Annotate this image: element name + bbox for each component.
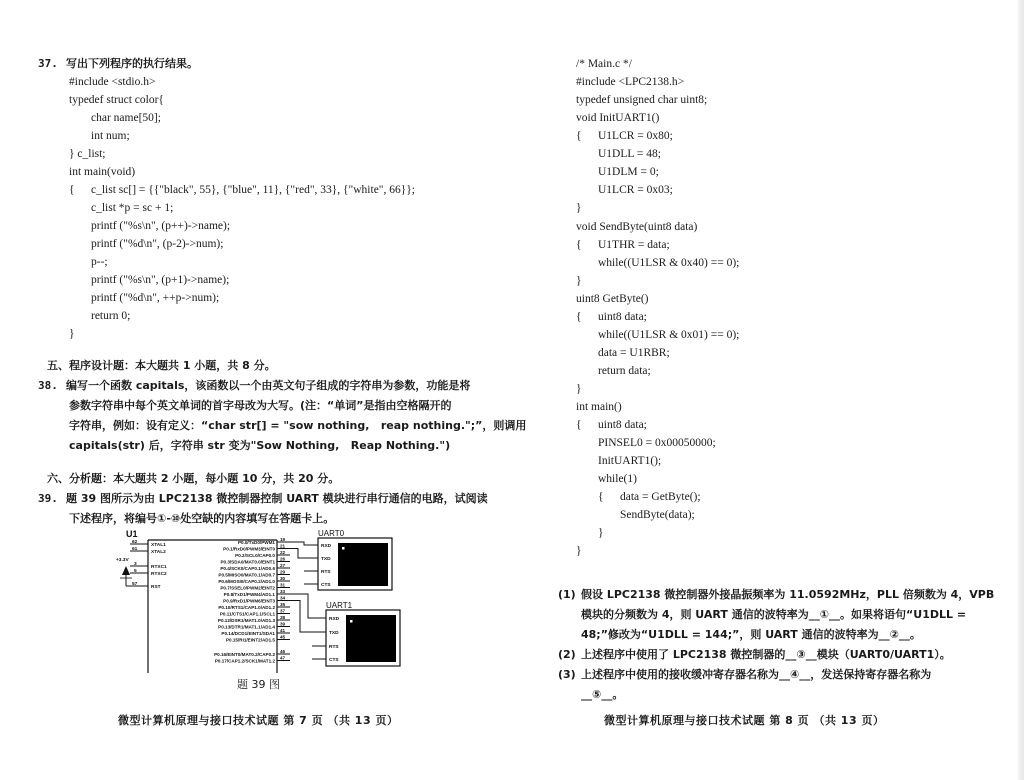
- code-line: uint8 GetByte(): [576, 293, 649, 305]
- code-line: {: [598, 491, 604, 503]
- code-line: }: [576, 202, 582, 214]
- subq-1-label: (1): [558, 588, 576, 601]
- q38-text: 参数字符串中每个英文单词的首字母改为大写。(注：“单词”是指由空格隔开的: [69, 399, 452, 412]
- subq-3-text: 上述程序中使用的接收缓冲寄存器名称为__④__，发送保持寄存器名称为: [581, 668, 932, 681]
- code-line: return 0;: [91, 310, 131, 322]
- svg-text:P0.12/DSR1/MAT1.0/AD1.3: P0.12/DSR1/MAT1.0/AD1.3: [217, 618, 275, 623]
- code-line: /* Main.c */: [576, 58, 632, 70]
- code-line: U1LCR = 0x80;: [598, 130, 673, 142]
- svg-text:21: 21: [280, 543, 286, 549]
- svg-text:5: 5: [134, 569, 137, 574]
- svg-text:39: 39: [280, 621, 286, 627]
- subq-1-text: 模块的分频数为 4，则 UART 通信的波特率为__①__。如果将语句“U1DLL =: [581, 608, 967, 621]
- q39-number: 39.: [38, 492, 58, 505]
- svg-text:+3.3V: +3.3V: [116, 558, 129, 563]
- code-line: {: [576, 419, 582, 431]
- subq-1-text: 假设 LPC2138 微控制器外接晶振频率为 11.0592MHz，PLL 倍频数为 4，VPB: [581, 588, 995, 601]
- svg-text:19: 19: [280, 537, 286, 542]
- subq-2-text: 上述程序中使用了 LPC2138 微控制器的__③__模块（UART0/UART1）。: [581, 648, 951, 661]
- svg-text:RST: RST: [151, 585, 161, 590]
- code-line: return data;: [598, 365, 651, 377]
- svg-text:P0.17/CAP1.2/SCK1/MAT1.2: P0.17/CAP1.2/SCK1/MAT1.2: [214, 658, 275, 664]
- subq-1-text: 48;”修改为“U1DLL = 144;”，则 UART 通信的波特率为__②__。: [581, 628, 921, 641]
- code-line: void InitUART1(): [576, 112, 660, 124]
- q39-text: 题 39 图所示为由 LPC2138 微控制器控制 UART 模块进行串行通信的电路，试阅读: [66, 492, 488, 505]
- code-line: SendByte(data);: [620, 509, 695, 521]
- svg-text:XTAL2: XTAL2: [151, 550, 166, 555]
- svg-text:P0.7/SSEL0/PWM2/EINT2: P0.7/SSEL0/PWM2/EINT2: [220, 585, 275, 591]
- subq-2-label: (2): [558, 648, 576, 661]
- code-line: InitUART1();: [598, 455, 662, 467]
- svg-text:57: 57: [132, 582, 138, 587]
- svg-text:RTS: RTS: [321, 570, 331, 575]
- svg-text:41: 41: [280, 628, 286, 633]
- code-line: typedef struct color{: [69, 94, 164, 106]
- code-line: int main(void): [69, 166, 136, 178]
- svg-text:XTAL1: XTAL1: [151, 543, 166, 548]
- svg-text:31: 31: [280, 582, 286, 588]
- code-line: #include <stdio.h>: [69, 76, 156, 88]
- code-line: while((U1LSR & 0x40) == 0);: [598, 257, 740, 269]
- svg-text:26: 26: [280, 556, 286, 562]
- subq-3-label: (3): [558, 668, 576, 681]
- code-line: }: [576, 275, 582, 287]
- svg-text:45: 45: [280, 634, 286, 640]
- code-line: {: [69, 184, 75, 196]
- code-line: p--;: [91, 256, 108, 268]
- svg-text:34: 34: [280, 595, 286, 601]
- q38-text: 编写一个函数 capitals，该函数以一个由英文句子组成的字符串为参数，功能是将: [66, 379, 471, 392]
- q37-number: 37.: [38, 57, 58, 70]
- code-line: {: [576, 311, 582, 323]
- section-5-heading: 五、程序设计题：本大题共 1 小题，共 8 分。: [47, 359, 276, 372]
- svg-text:P0.16/EINT0/MAT0.2/CAP0.2: P0.16/EINT0/MAT0.2/CAP0.2: [214, 652, 275, 657]
- code-line: {: [576, 130, 582, 142]
- svg-text:61: 61: [132, 547, 138, 552]
- code-line: U1DLL = 48;: [598, 148, 661, 160]
- code-line: printf ("%s\n", (p+1)->name);: [91, 274, 230, 286]
- code-line: void SendByte(uint8 data): [576, 221, 698, 233]
- q37-prompt: 写出下列程序的执行结果。: [66, 57, 198, 70]
- code-line: printf ("%d\n", ++p->num);: [91, 292, 220, 304]
- svg-text:P0.9/RxD1/PWM6/EINT3: P0.9/RxD1/PWM6/EINT3: [223, 598, 275, 604]
- svg-text:37: 37: [280, 608, 286, 614]
- code-line: int main(): [576, 401, 622, 413]
- code-line: #include <LPC2138.h>: [576, 76, 685, 88]
- svg-text:TXD: TXD: [329, 631, 339, 636]
- code-line: PINSEL0 = 0x00050000;: [598, 437, 716, 449]
- svg-text:P0.15/RI1/EINT2/AD1.5: P0.15/RI1/EINT2/AD1.5: [225, 637, 275, 643]
- code-line: }: [576, 383, 582, 395]
- svg-text:38: 38: [280, 615, 286, 620]
- page-footer: 微型计算机原理与接口技术试题 第 7 页 （共 13 页）: [118, 714, 399, 727]
- svg-text:P0.10/RTS1/CAP1.0/AD1.2: P0.10/RTS1/CAP1.0/AD1.2: [218, 605, 275, 610]
- svg-text:RTS: RTS: [329, 645, 339, 650]
- svg-text:RTXC1: RTXC1: [151, 565, 167, 570]
- svg-text:UART1: UART1: [326, 601, 353, 610]
- svg-text:P0.5/MISO0/MAT0.1/AD0.7: P0.5/MISO0/MAT0.1/AD0.7: [218, 572, 275, 578]
- svg-text:UART0: UART0: [318, 529, 345, 538]
- q38-text: 字符串，例如：设有定义：“char str[] = "sow nothing, reap nothing.";”，则调用: [69, 419, 527, 432]
- code-line: U1LCR = 0x03;: [598, 184, 673, 196]
- code-line: int num;: [91, 130, 130, 142]
- svg-text:CTS: CTS: [329, 658, 339, 663]
- svg-text:P0.3/SDA0/MAT0.0/EINT1: P0.3/SDA0/MAT0.0/EINT1: [220, 559, 275, 565]
- svg-text:RXD: RXD: [321, 544, 332, 549]
- code-line: c_list sc[] = {{"black", 55}, {"blue", 11}, {"red", 33}, {"white", 66}};: [91, 184, 415, 196]
- section-6-heading: 六、分析题：本大题共 2 小题，每小题 10 分，共 20 分。: [47, 472, 340, 485]
- svg-text:22: 22: [280, 550, 286, 555]
- code-line: typedef unsigned char uint8;: [576, 94, 708, 106]
- svg-text:35: 35: [280, 602, 286, 607]
- q39-text: 下述程序，将编号①-⑩处空缺的内容填写在答题卡上。: [69, 512, 335, 525]
- svg-text:27: 27: [280, 563, 286, 568]
- code-line: } c_list;: [69, 148, 106, 160]
- code-line: while((U1LSR & 0x01) == 0);: [598, 329, 740, 341]
- code-line: U1THR = data;: [598, 239, 670, 251]
- code-line: {: [576, 239, 582, 251]
- svg-text:P0.8/TxD1/PWM4/AD1.1: P0.8/TxD1/PWM4/AD1.1: [223, 592, 275, 597]
- code-line: printf ("%s\n", (p++)->name);: [91, 220, 231, 232]
- figure-caption: 题 39 图: [237, 678, 280, 691]
- svg-text:3: 3: [134, 562, 137, 567]
- code-line: }: [69, 328, 75, 340]
- code-line: data = U1RBR;: [598, 347, 670, 359]
- code-line: c_list *p = sc + 1;: [91, 202, 174, 214]
- svg-text:P0.2/SCL0/CAP0.0: P0.2/SCL0/CAP0.0: [235, 553, 275, 558]
- q38-text: capitals(str) 后，字符串 str 变为"Sow Nothing, Reap Nothing."): [69, 439, 451, 452]
- code-line: uint8 data;: [598, 311, 647, 323]
- svg-text:CTS: CTS: [321, 583, 331, 588]
- code-line: printf ("%d\n", (p-2)->num);: [91, 238, 224, 250]
- svg-text:U1: U1: [126, 529, 138, 539]
- svg-text:P0.4/SCK0/CAP0.1/AD0.6: P0.4/SCK0/CAP0.1/AD0.6: [220, 566, 275, 571]
- page-edge: [1018, 0, 1024, 780]
- code-line: U1DLM = 0;: [598, 166, 659, 178]
- svg-text:P0.14/DCD1/EINT1/SDA1: P0.14/DCD1/EINT1/SDA1: [221, 631, 275, 636]
- svg-text:47: 47: [280, 655, 286, 661]
- code-line: }: [598, 527, 604, 539]
- svg-text:P0.11/CTS1/CAP1.1/SCL1: P0.11/CTS1/CAP1.1/SCL1: [219, 611, 275, 617]
- svg-text:46: 46: [280, 649, 286, 654]
- svg-text:29: 29: [280, 569, 286, 575]
- svg-text:RXD: RXD: [329, 617, 340, 622]
- page-footer: 微型计算机原理与接口技术试题 第 8 页 （共 13 页）: [604, 714, 885, 727]
- svg-text:62: 62: [132, 540, 138, 545]
- exam-page-8: [512, 0, 1024, 780]
- svg-text:33: 33: [280, 589, 286, 594]
- subq-3-text: __⑤__。: [581, 688, 624, 701]
- svg-text:30: 30: [280, 576, 286, 581]
- code-line: }: [576, 545, 582, 557]
- code-line: uint8 data;: [598, 419, 647, 431]
- svg-text:TXD: TXD: [321, 557, 331, 562]
- svg-text:P0.13/DTR1/MAT1.1/AD1.4: P0.13/DTR1/MAT1.1/AD1.4: [218, 624, 275, 630]
- svg-text:RTXC2: RTXC2: [151, 572, 167, 577]
- q38-number: 38.: [38, 379, 58, 392]
- svg-text:P0.0/TxD0/PWM1: P0.0/TxD0/PWM1: [237, 540, 275, 545]
- circuit-diagram: [112, 528, 402, 678]
- code-line: data = GetByte();: [620, 491, 701, 503]
- svg-text:P0.6/MOSI0/CAP0.2/AD1.0: P0.6/MOSI0/CAP0.2/AD1.0: [218, 579, 275, 584]
- code-line: char name[50];: [91, 112, 161, 124]
- code-line: while(1): [598, 473, 637, 485]
- svg-text:P0.1/RxD0/PWM3/EINT0: P0.1/RxD0/PWM3/EINT0: [223, 546, 275, 552]
